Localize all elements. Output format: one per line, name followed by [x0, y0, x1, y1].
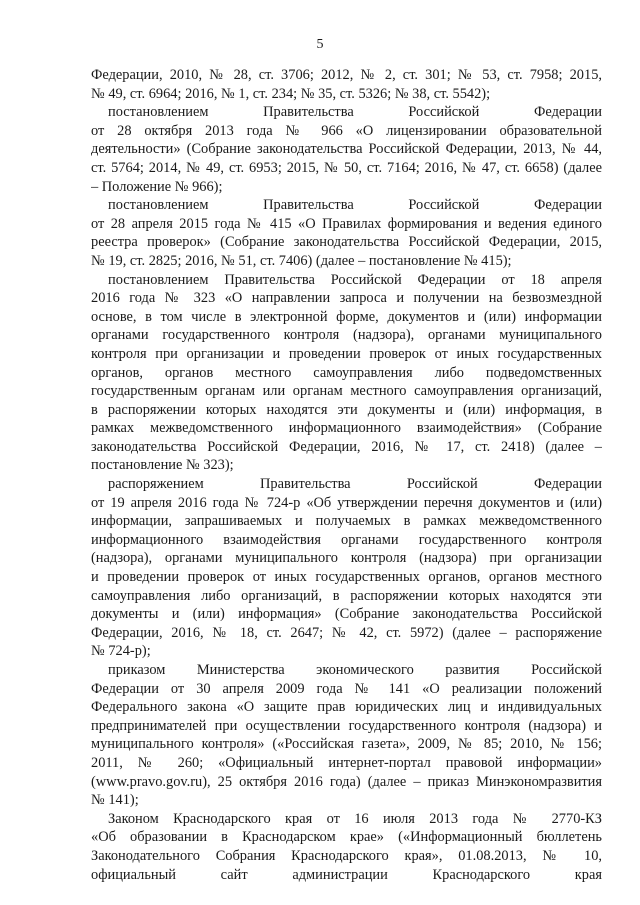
text-line: контроля при организации и проведении проверок от иных государственных [91, 345, 602, 362]
text-line: Федерации, 2010, № 28, ст. 3706; 2012, № 2, ст. 301; № 53, ст. 7958; 2015, [91, 67, 602, 83]
text-line: 2016 года № 323 «О направлении запроса и получении на безвозмездной [91, 290, 602, 307]
document-body [91, 66, 602, 884]
text-line: государственным органам или органам местного самоуправления организаций, [91, 383, 602, 400]
text-line: официальный сайт администрации Краснодарского края [91, 866, 602, 883]
text-line: информационного взаимодействия органами государственного контроля [91, 531, 602, 548]
text-line: Федерации, 2016, № 18, ст. 2647; № 42, ст. 5972) (далее – распоряжение [91, 624, 602, 641]
text-line: № 141); [91, 792, 139, 809]
text-line: Законом Краснодарского края от 16 июля 2013 года № 2770-КЗ [108, 810, 602, 827]
text-line: органов, органов местного самоуправления либо подведомственных [91, 364, 602, 381]
paragraph [91, 475, 602, 661]
text-line: деятельности» (Собрание законодательства Российской Федерации, 2013, № 44, [91, 141, 602, 158]
text-line: приказом Министерства экономического развития Российской [108, 662, 602, 678]
text-line: Федерального закона «О защите прав юридических лиц и индивидуальных [91, 699, 602, 716]
text-line: от 28 апреля 2015 года № 415 «О Правилах формирования и ведения единого [91, 215, 602, 232]
page-number: 5 [316, 37, 324, 52]
text-line: (www.pravo.gov.ru), 25 октября 2016 года) (далее – приказ Минэкономразвития [91, 773, 602, 790]
text-line: рамках межведомственного информационного взаимодействия» (Собрание [91, 420, 602, 437]
paragraph [91, 103, 602, 196]
paragraph [91, 196, 602, 270]
text-line: в распоряжении которых находятся эти документы и (или) информация, в [91, 401, 602, 418]
text-line: «Об образовании в Краснодарском крае» («Информационный бюллетень [91, 829, 602, 846]
text-line: от 19 апреля 2016 года № 724-р «Об утверждении перечня документов и (или) [91, 494, 602, 511]
text-line: № 49, ст. 6964; 2016, № 1, ст. 234; № 35, ст. 5326; № 38, ст. 5542); [91, 85, 491, 102]
text-line: документы и (или) информация» (Собрание законодательства Российской [91, 606, 602, 623]
paragraph [91, 271, 602, 476]
text-line: органами государственного контроля (надзора), органами муниципального [91, 327, 602, 344]
text-line: реестра проверок» (Собрание законодательства Российской Федерации, 2015, [91, 234, 602, 251]
text-line: информации, запрашиваемых и получаемых в рамках межведомственного [91, 513, 602, 530]
text-line: распоряжением Правительства Российской Федерации [108, 476, 602, 493]
paragraph [91, 66, 602, 103]
text-line: – Положение № 966); [91, 178, 223, 195]
text-line: постановление № 323); [91, 457, 234, 474]
text-line: основе, в том числе в электронной форме, документов и (или) информации [91, 308, 602, 325]
paragraph [91, 661, 602, 810]
text-line: (надзора), органами муниципального контроля (надзора) при организации [91, 550, 602, 567]
text-line: № 19, ст. 2825; 2016, № 51, ст. 7406) (далее – постановление № 415); [91, 252, 512, 269]
text-line: законодательства Российской Федерации, 2016, № 17, ст. 2418) (далее – [91, 438, 602, 455]
text-line: от 28 октября 2013 года № 966 «О лицензировании образовательной [91, 122, 602, 139]
text-line: и проведении проверок от иных государственных органов, органов местного [91, 569, 602, 586]
paragraph [91, 810, 602, 884]
text-line: Федерации от 30 апреля 2009 года № 141 «О реализации положений [91, 680, 602, 697]
text-line: муниципального контроля» («Российская газета», 2009, № 85; 2010, № 156; [91, 736, 602, 753]
text-line: предпринимателей при осуществлении государственного контроля (надзора) и [91, 717, 602, 734]
text-line: самоуправления либо организаций, в распоряжении которых находятся эти [91, 587, 602, 604]
text-line: ст. 5764; 2014, № 49, ст. 6953; 2015, № 50, ст. 7164; 2016, № 47, ст. 6658) (далее [91, 159, 602, 176]
text-line: Законодательного Собрания Краснодарского края», 01.08.2013, № 10, [91, 847, 602, 864]
text-line: постановлением Правительства Российской Федерации [108, 104, 602, 121]
text-line: постановлением Правительства Российской Федерации от 18 апреля [108, 271, 602, 288]
text-line: постановлением Правительства Российской Федерации [108, 197, 602, 214]
text-line: 2011, № 260; «Официальный интернет-портал правовой информации» [91, 754, 602, 771]
text-line: № 724-р); [91, 643, 151, 660]
